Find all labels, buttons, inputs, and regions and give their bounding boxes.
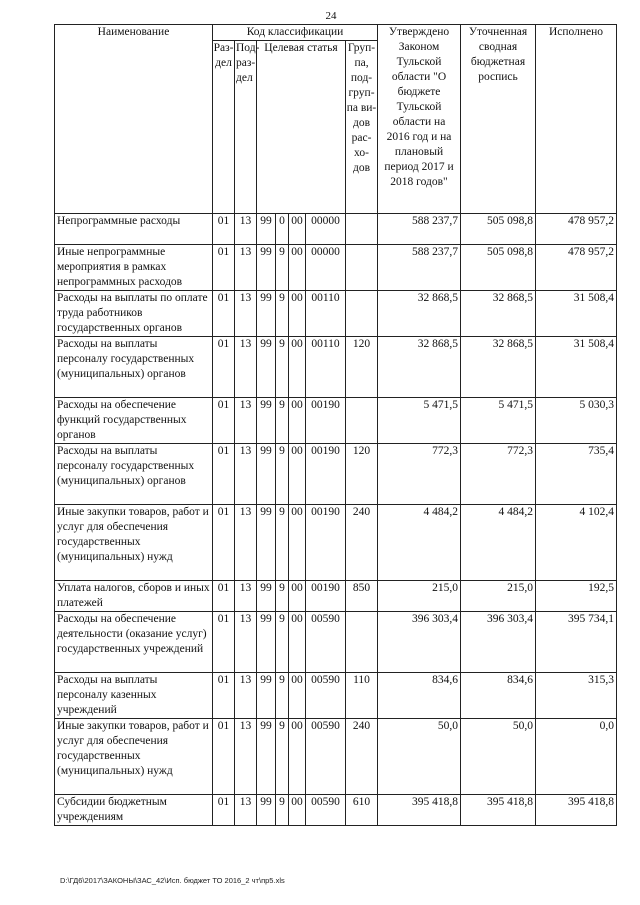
budget-table <box>54 24 617 826</box>
row-expense-group-cell: 240 <box>346 505 378 581</box>
header-expense-group: Груп- па, под- груп- па ви- дов рас- хо- дов <box>346 41 378 214</box>
row-section-cell: 01 <box>213 291 235 337</box>
row-target-article-part3: 00 <box>289 795 306 826</box>
row-subsection-cell: 13 <box>235 214 257 245</box>
row-section-cell: 01 <box>213 245 235 291</box>
row-target-article-part1: 99 <box>257 398 276 444</box>
table-row <box>55 398 617 444</box>
row-subsection-cell: 13 <box>235 505 257 581</box>
row-target-article-part1: 99 <box>257 337 276 398</box>
row-name-cell: Расходы на выплаты персоналу государственных (муниципальных) органов <box>55 337 213 398</box>
row-section-cell: 01 <box>213 505 235 581</box>
row-executed-value: 31 508,4 <box>536 337 617 398</box>
row-name-cell: Иные закупки товаров, работ и услуг для обеспечения государственных (муниципальных) нужд <box>55 505 213 581</box>
header-refined: Уточненная сводная бюджетная роспись <box>461 25 536 214</box>
row-expense-group-cell: 850 <box>346 581 378 612</box>
row-expense-group-cell: 110 <box>346 673 378 719</box>
row-target-article-part1: 99 <box>257 214 276 245</box>
row-target-article-part2: 9 <box>276 795 289 826</box>
row-refined-value: 772,3 <box>461 444 536 505</box>
row-name-cell: Иные закупки товаров, работ и услуг для обеспечения государственных (муниципальных) нужд <box>55 719 213 795</box>
row-subsection-cell: 13 <box>235 291 257 337</box>
row-expense-group-cell: 120 <box>346 444 378 505</box>
header-name: Наименование <box>55 25 213 214</box>
row-target-article-part1: 99 <box>257 612 276 673</box>
row-target-article-part3: 00 <box>289 505 306 581</box>
row-executed-value: 4 102,4 <box>536 505 617 581</box>
row-target-article-part4: 00190 <box>306 444 346 505</box>
row-expense-group-cell <box>346 245 378 291</box>
file-path-footer: D:\ГД6\2017\ЗАКОНЫ\ЗАС_42\Исп. бюджет ТО 2016_2 чт\пр5.xls <box>60 876 285 885</box>
row-subsection-cell: 13 <box>235 795 257 826</box>
row-executed-value: 31 508,4 <box>536 291 617 337</box>
row-executed-value: 315,3 <box>536 673 617 719</box>
row-refined-value: 505 098,8 <box>461 214 536 245</box>
row-target-article-part4: 00190 <box>306 505 346 581</box>
row-expense-group-cell: 240 <box>346 719 378 795</box>
row-approved-value: 834,6 <box>378 673 461 719</box>
row-target-article-part4: 00190 <box>306 581 346 612</box>
row-executed-value: 478 957,2 <box>536 214 617 245</box>
row-expense-group-cell: 120 <box>346 337 378 398</box>
row-target-article-part1: 99 <box>257 444 276 505</box>
row-name-cell: Субсидии бюджетным учреждениям <box>55 795 213 826</box>
row-section-cell: 01 <box>213 337 235 398</box>
row-expense-group-cell: 610 <box>346 795 378 826</box>
row-executed-value: 395 734,1 <box>536 612 617 673</box>
row-section-cell: 01 <box>213 581 235 612</box>
row-target-article-part3: 00 <box>289 444 306 505</box>
table-row <box>55 214 617 245</box>
row-approved-value: 588 237,7 <box>378 245 461 291</box>
header-code-group: Код классификации <box>213 25 378 41</box>
row-subsection-cell: 13 <box>235 398 257 444</box>
row-executed-value: 192,5 <box>536 581 617 612</box>
row-target-article-part4: 00590 <box>306 612 346 673</box>
row-target-article-part1: 99 <box>257 719 276 795</box>
row-approved-value: 5 471,5 <box>378 398 461 444</box>
row-name-cell: Расходы на выплаты персоналу государственных (муниципальных) органов <box>55 444 213 505</box>
row-target-article-part3: 00 <box>289 612 306 673</box>
table-row <box>55 505 617 581</box>
page-number: 24 <box>325 10 337 22</box>
row-target-article-part3: 00 <box>289 673 306 719</box>
row-target-article-part4: 00000 <box>306 245 346 291</box>
row-section-cell: 01 <box>213 444 235 505</box>
row-subsection-cell: 13 <box>235 612 257 673</box>
row-target-article-part2: 9 <box>276 398 289 444</box>
row-target-article-part3: 00 <box>289 581 306 612</box>
row-target-article-part2: 9 <box>276 612 289 673</box>
row-refined-value: 50,0 <box>461 719 536 795</box>
row-name-cell: Непрограммные расходы <box>55 214 213 245</box>
row-target-article-part4: 00110 <box>306 337 346 398</box>
header-approved: Утверждено Законом Тульской области "О бюджете Тульской области на 2016 год и на плановый период 2017 и 2018 годов" <box>378 25 461 214</box>
header-target-article: Целевая статья <box>257 41 346 214</box>
row-target-article-part4: 00000 <box>306 214 346 245</box>
table-row <box>55 795 617 826</box>
row-refined-value: 505 098,8 <box>461 245 536 291</box>
row-section-cell: 01 <box>213 673 235 719</box>
row-target-article-part1: 99 <box>257 581 276 612</box>
row-target-article-part2: 9 <box>276 719 289 795</box>
row-target-article-part1: 99 <box>257 291 276 337</box>
row-target-article-part4: 00590 <box>306 795 346 826</box>
row-target-article-part2: 9 <box>276 245 289 291</box>
row-refined-value: 32 868,5 <box>461 337 536 398</box>
table-row <box>55 291 617 337</box>
row-section-cell: 01 <box>213 214 235 245</box>
table-row <box>55 581 617 612</box>
row-name-cell: Расходы на обеспечение функций государственных органов <box>55 398 213 444</box>
row-section-cell: 01 <box>213 795 235 826</box>
row-refined-value: 834,6 <box>461 673 536 719</box>
row-target-article-part4: 00190 <box>306 398 346 444</box>
table-row <box>55 719 617 795</box>
row-target-article-part1: 99 <box>257 673 276 719</box>
row-executed-value: 478 957,2 <box>536 245 617 291</box>
header-subsection: Под- раз- дел <box>235 41 257 214</box>
row-refined-value: 395 418,8 <box>461 795 536 826</box>
row-target-article-part3: 00 <box>289 719 306 795</box>
header-section: Раз- дел <box>213 41 235 214</box>
table-row <box>55 245 617 291</box>
row-name-cell: Уплата налогов, сборов и иных платежей <box>55 581 213 612</box>
row-approved-value: 396 303,4 <box>378 612 461 673</box>
table-row <box>55 444 617 505</box>
table-row <box>55 673 617 719</box>
row-approved-value: 588 237,7 <box>378 214 461 245</box>
row-subsection-cell: 13 <box>235 673 257 719</box>
row-target-article-part1: 99 <box>257 795 276 826</box>
row-target-article-part2: 9 <box>276 291 289 337</box>
row-executed-value: 0,0 <box>536 719 617 795</box>
row-refined-value: 5 471,5 <box>461 398 536 444</box>
row-target-article-part2: 9 <box>276 673 289 719</box>
row-refined-value: 396 303,4 <box>461 612 536 673</box>
row-subsection-cell: 13 <box>235 245 257 291</box>
table-row <box>55 337 617 398</box>
row-subsection-cell: 13 <box>235 337 257 398</box>
row-target-article-part2: 9 <box>276 581 289 612</box>
row-refined-value: 4 484,2 <box>461 505 536 581</box>
row-target-article-part3: 00 <box>289 245 306 291</box>
row-target-article-part3: 00 <box>289 291 306 337</box>
row-expense-group-cell <box>346 291 378 337</box>
row-expense-group-cell <box>346 612 378 673</box>
row-refined-value: 215,0 <box>461 581 536 612</box>
row-executed-value: 395 418,8 <box>536 795 617 826</box>
header-executed: Исполнено <box>536 25 617 214</box>
row-executed-value: 735,4 <box>536 444 617 505</box>
row-approved-value: 50,0 <box>378 719 461 795</box>
row-target-article-part1: 99 <box>257 505 276 581</box>
row-subsection-cell: 13 <box>235 444 257 505</box>
row-target-article-part2: 9 <box>276 444 289 505</box>
row-target-article-part4: 00590 <box>306 673 346 719</box>
row-target-article-part3: 00 <box>289 214 306 245</box>
row-target-article-part4: 00110 <box>306 291 346 337</box>
row-approved-value: 772,3 <box>378 444 461 505</box>
row-approved-value: 32 868,5 <box>378 291 461 337</box>
row-target-article-part4: 00590 <box>306 719 346 795</box>
row-target-article-part2: 9 <box>276 505 289 581</box>
row-expense-group-cell <box>346 214 378 245</box>
row-target-article-part2: 9 <box>276 337 289 398</box>
row-name-cell: Расходы на выплаты персоналу казенных учреждений <box>55 673 213 719</box>
row-approved-value: 395 418,8 <box>378 795 461 826</box>
row-target-article-part2: 0 <box>276 214 289 245</box>
row-name-cell: Расходы на обеспечение деятельности (оказание услуг) государственных учреждений <box>55 612 213 673</box>
row-target-article-part3: 00 <box>289 398 306 444</box>
row-approved-value: 4 484,2 <box>378 505 461 581</box>
row-approved-value: 215,0 <box>378 581 461 612</box>
row-expense-group-cell <box>346 398 378 444</box>
row-executed-value: 5 030,3 <box>536 398 617 444</box>
row-approved-value: 32 868,5 <box>378 337 461 398</box>
table-row <box>55 612 617 673</box>
row-refined-value: 32 868,5 <box>461 291 536 337</box>
row-subsection-cell: 13 <box>235 581 257 612</box>
row-subsection-cell: 13 <box>235 719 257 795</box>
row-section-cell: 01 <box>213 398 235 444</box>
row-name-cell: Расходы на выплаты по оплате труда работников государственных органов <box>55 291 213 337</box>
row-target-article-part3: 00 <box>289 337 306 398</box>
row-section-cell: 01 <box>213 612 235 673</box>
row-target-article-part1: 99 <box>257 245 276 291</box>
row-section-cell: 01 <box>213 719 235 795</box>
row-name-cell: Иные непрограммные мероприятия в рамках непрограммных расходов <box>55 245 213 291</box>
